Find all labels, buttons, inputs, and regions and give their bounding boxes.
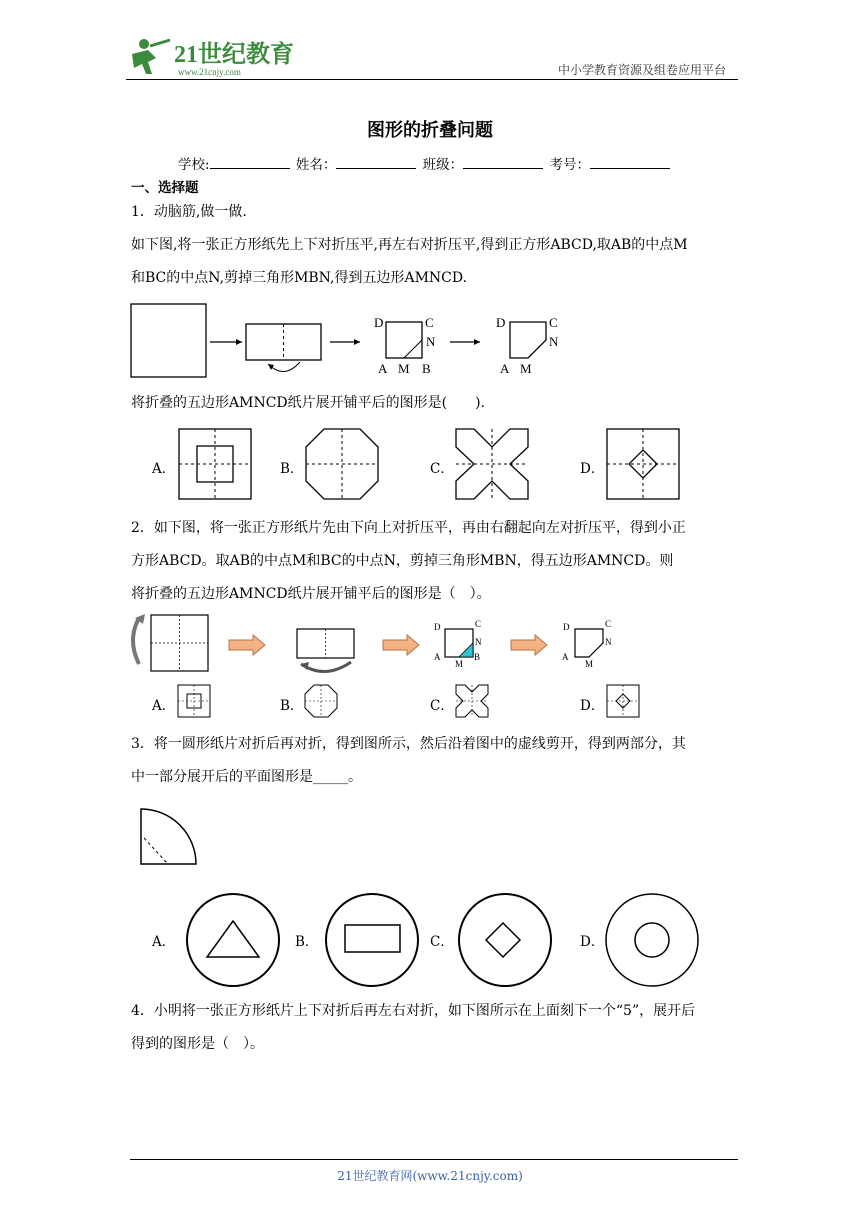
q2-option-d-figure[interactable] (606, 684, 640, 718)
fold-up-arrow-icon (133, 618, 139, 664)
arrow-head-icon (236, 339, 242, 345)
q1-line1: 1．动脑筋,做一做. (131, 204, 247, 220)
footer-text[interactable]: 21世纪教育网(www.21cnjy.com) (337, 1169, 523, 1183)
label-N: N (475, 637, 482, 647)
orange-arrow-icon (229, 635, 265, 655)
runner-logo-icon (132, 39, 170, 74)
q1-fold-diagram (128, 300, 568, 382)
orange-arrow-icon (383, 635, 419, 655)
name-blank[interactable] (336, 154, 416, 169)
q1-line2: 如下图,将一张正方形纸先上下对折压平,再左右对折压平,得到正方形ABCD,取AB的中点M (131, 237, 688, 253)
label-A: A (562, 652, 569, 662)
arrow-head-icon (474, 339, 480, 345)
label-N: N (426, 334, 436, 349)
site-logo (126, 34, 296, 80)
q3-option-c-label[interactable]: C． (430, 934, 454, 950)
q2-option-b-figure[interactable] (304, 684, 338, 718)
label-N: N (605, 637, 612, 647)
class-label: 班级： (422, 157, 464, 173)
q4-line2: 得到的图形是（ ）。 (131, 1036, 264, 1052)
label-M: M (455, 659, 464, 669)
label-M: M (520, 361, 532, 376)
q3-quarter-circle-figure (138, 806, 202, 868)
q2-option-c-label[interactable]: C． (430, 698, 454, 714)
q1-option-d-label[interactable]: D． (580, 461, 605, 477)
footer-divider (130, 1159, 738, 1160)
q2-option-b-label[interactable]: B． (280, 698, 304, 714)
q2-line1: 2．如下图，将一张正方形纸片先由下向上对折压平，再由右翻起向左对折压平，得到小正 (131, 520, 686, 536)
q1-option-b-figure[interactable] (305, 428, 379, 500)
school-label: 学校: (178, 157, 210, 173)
q3-line2: 中一部分展开后的平面图形是_____。 (131, 769, 362, 785)
page-title: 图形的折叠问题 (367, 120, 493, 141)
exam-no-label: 考号： (549, 157, 590, 173)
label-C: C (605, 619, 612, 629)
q1-square (131, 304, 206, 377)
label-B: B (422, 361, 431, 376)
label-C: C (425, 315, 434, 330)
q3-option-a-label[interactable]: A． (152, 934, 176, 950)
name-label: 姓名： (295, 157, 337, 173)
q4-line1: 4．小明将一张正方形纸片上下对折后再左右对折，如下图所示在上面刻下一个“5”，展开后 (131, 1003, 696, 1019)
q2-pentagon (575, 629, 603, 657)
logo-subtext: www.21cnjy.com (178, 67, 241, 77)
q2-option-a-label[interactable]: A． (152, 698, 176, 714)
exam-no-blank[interactable] (590, 154, 670, 169)
q3-option-d-figure[interactable] (603, 891, 701, 989)
student-info-row (178, 153, 672, 173)
q2-fold-diagram (125, 612, 625, 680)
q1-square-abcd (386, 322, 422, 358)
q3-option-b-figure[interactable] (323, 891, 421, 989)
school-blank[interactable] (210, 154, 290, 169)
header-platform-text: 中小学教育资源及组卷应用平台 (557, 63, 726, 77)
q1-option-c-label[interactable]: C． (430, 461, 454, 477)
q2-option-c-figure[interactable] (455, 684, 489, 718)
label-D: D (496, 315, 506, 330)
label-D: D (563, 622, 570, 632)
label-A: A (500, 361, 510, 376)
q3-option-d-label[interactable]: D． (580, 934, 605, 950)
q3-option-a-figure[interactable] (184, 891, 282, 989)
q1-option-a-label[interactable]: A． (152, 461, 176, 477)
label-D: D (434, 622, 441, 632)
q1-line3: 和BC的中点N,剪掉三角形MBN,得到五边形AMNCD. (131, 270, 468, 286)
label-C: C (475, 619, 482, 629)
q1-pentagon (510, 322, 546, 358)
label-D: D (374, 315, 384, 330)
q2-line2: 方形ABCD。取AB的中点M和BC的中点N，剪掉三角形MBN，得五边形AMNCD。则 (131, 553, 674, 569)
label-N: N (549, 334, 559, 349)
class-blank[interactable] (463, 154, 543, 169)
q1-option-b-label[interactable]: B． (280, 461, 304, 477)
q3-line1: 3．将一圆形纸片对折后再对折，得到图所示，然后沿着图中的虚线剪开，得到两部分，其 (131, 736, 686, 752)
q1-option-c-figure[interactable] (455, 428, 529, 500)
q1-option-d-figure[interactable] (606, 428, 680, 500)
orange-arrow-icon (511, 635, 547, 655)
q3-option-c-figure[interactable] (456, 891, 554, 989)
label-M: M (585, 659, 594, 669)
header-divider (126, 79, 738, 80)
q2-line3: 将折叠的五边形AMNCD纸片展开铺平后的图形是（ ）。 (131, 586, 491, 602)
q3-option-b-label[interactable]: B． (295, 934, 319, 950)
q2-option-d-label[interactable]: D． (580, 698, 605, 714)
section-heading: 一、选择题 (131, 180, 199, 196)
q2-cut-triangle (459, 643, 473, 657)
logo-text: 21世纪教育 (174, 42, 294, 68)
q1-cut-line (404, 340, 422, 358)
label-A: A (378, 361, 388, 376)
q2-option-a-figure[interactable] (177, 684, 211, 718)
label-M: M (398, 361, 410, 376)
arrow-head-icon (354, 339, 360, 345)
label-C: C (549, 315, 558, 330)
label-B: B (474, 652, 481, 662)
q1-line4: 将折叠的五边形AMNCD纸片展开铺平后的图形是( ). (131, 395, 486, 411)
label-A: A (434, 652, 441, 662)
q1-option-a-figure[interactable] (178, 428, 252, 500)
